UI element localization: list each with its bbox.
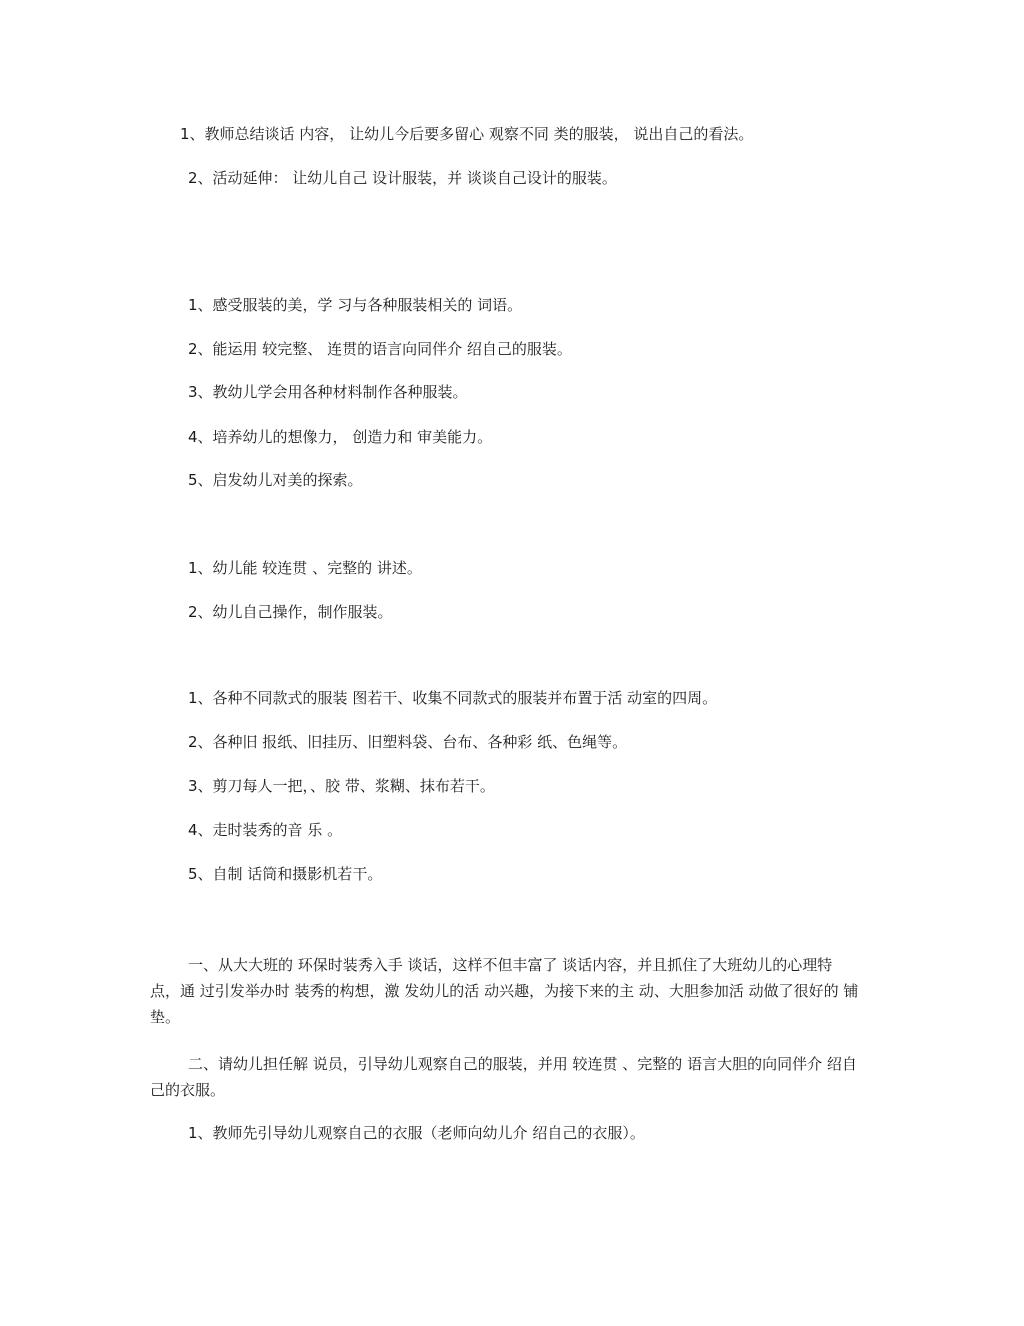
process-item-1: 1、教师先引导幼儿观察自己的衣服（老师向幼儿介 绍自己的衣服）。 [188, 1124, 645, 1142]
prep-item-1: 1、各种不同款式的服装 图若干、收集不同款式的服装并布置于活 动室的四周。 [188, 689, 718, 707]
goal-item-1: 1、感受服装的美，学 习与各种服装相关的 词语。 [188, 296, 523, 314]
summary-item-1: 1、教师总结谈话 内容， 让幼儿今后要多留心 观察不同 类的服装， 说出自己的看法。 [180, 125, 754, 143]
goal-item-2: 2、能运用 较完整、 连贯的语言向同伴介 绍自己的服装。 [188, 340, 572, 358]
goal-item-4: 4、培养幼儿的想像力， 创造力和 审美能力。 [188, 428, 493, 446]
goal-item-5: 5、启发幼儿对美的探索。 [188, 471, 363, 489]
goal-item-3: 3、教幼儿学会用各种材料制作各种服装。 [188, 383, 468, 401]
prep-item-5: 5、自制 话筒和摄影机若干。 [188, 865, 383, 883]
prep-item-4: 4、走时装秀的音 乐 。 [188, 821, 343, 839]
prep-item-3: 3、剪刀每人一把，、胶 带、浆糊、抹布若干。 [188, 777, 495, 795]
summary-item-2: 2、活动延伸： 让幼儿自己 设计服装，并 谈谈自己设计的服装。 [188, 169, 617, 187]
process-paragraph-2: 二、请幼儿担任解 说员，引导幼儿观察自己的服装，并用 较连贯 、完整的 语言大胆的向同伴介 绍自己的衣服。 [150, 1055, 857, 1099]
prep-item-2: 2、各种旧 报纸、旧挂历、旧塑料袋、台布、各种彩 纸、色绳等。 [188, 733, 628, 751]
focus-item-1: 1、幼儿能 较连贯 、完整的 讲述。 [188, 559, 422, 577]
process-paragraph-1: 一、从大大班的 环保时装秀入手 谈话，这样不但丰富了 谈话内容，并且抓住了大班幼儿的心理特点，通 过引发举办时 装秀的构想，激 发幼儿的活 动兴趣，为接下来的主 动、大胆参加活 动做了很好的 铺垫。 [150, 956, 859, 1026]
focus-item-2: 2、幼儿自己操作，制作服装。 [188, 603, 393, 621]
